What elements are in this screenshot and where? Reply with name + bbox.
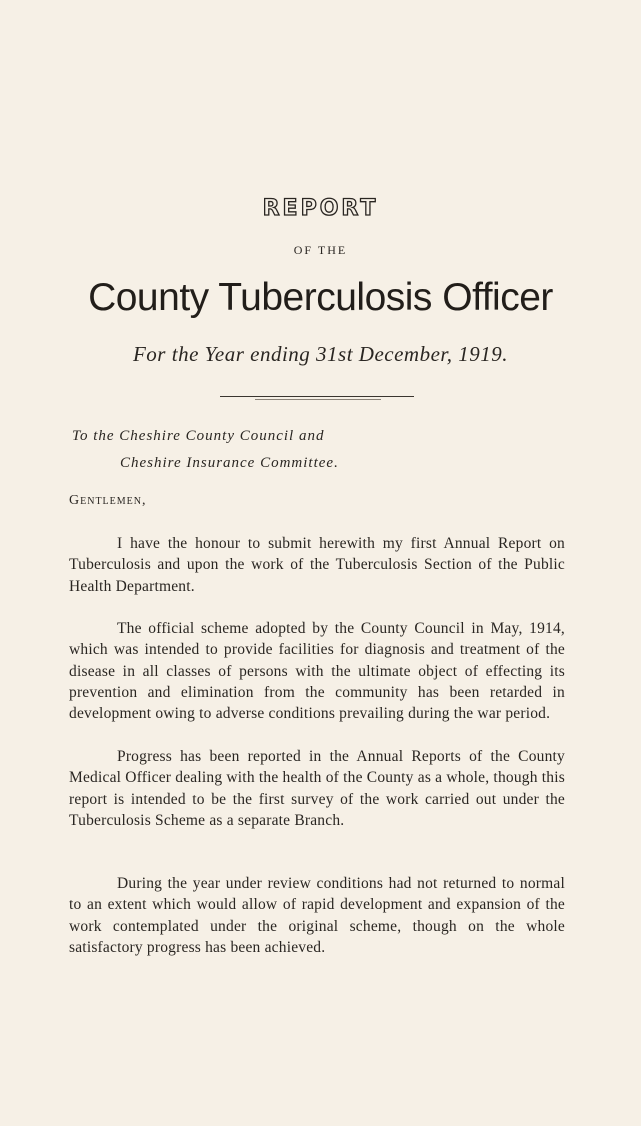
paragraph-3: Progress has been reported in the Annual Reports of the County Medical Officer dealing with the health of the County as a whole, though this report is intended to be the first survey of the work carried out under the Tuberculosis Scheme as a separate Branch.	[69, 748, 565, 829]
paragraph-2: The official scheme adopted by the County Council in May, 1914, which was intended to provide facilities for diagnosis and treatment of the disease in all classes of persons with the ultimate object of effecting its prevention and elimination from the community has been retarded in development owing to adverse conditions prevailing during the war period.	[69, 620, 565, 723]
salutation: Gentlemen,	[69, 493, 147, 508]
addressee-line-2: Cheshire Insurance Committee.	[120, 455, 339, 471]
divider-rule-secondary	[255, 399, 381, 400]
of-the-heading: OF THE	[293, 243, 348, 257]
divider-rule	[220, 396, 414, 397]
year-line: For the Year ending 31st December, 1919.	[132, 342, 509, 366]
paragraph-1: I have the honour to submit herewith my first Annual Report on Tuberculosis and upon the work of the Tuberculosis Section of the Public Health Department.	[69, 535, 565, 595]
main-title: County Tuberculosis Officer	[88, 276, 553, 319]
report-heading: REPORT	[262, 196, 379, 221]
addressee-line-1: To the Cheshire County Council and	[72, 428, 325, 444]
paragraph-4: During the year under review conditions had not returned to normal to an extent which would allow of rapid development and expansion of the work contemplated under the original scheme, though on the whole satisfactory progress has been achieved.	[69, 875, 565, 956]
